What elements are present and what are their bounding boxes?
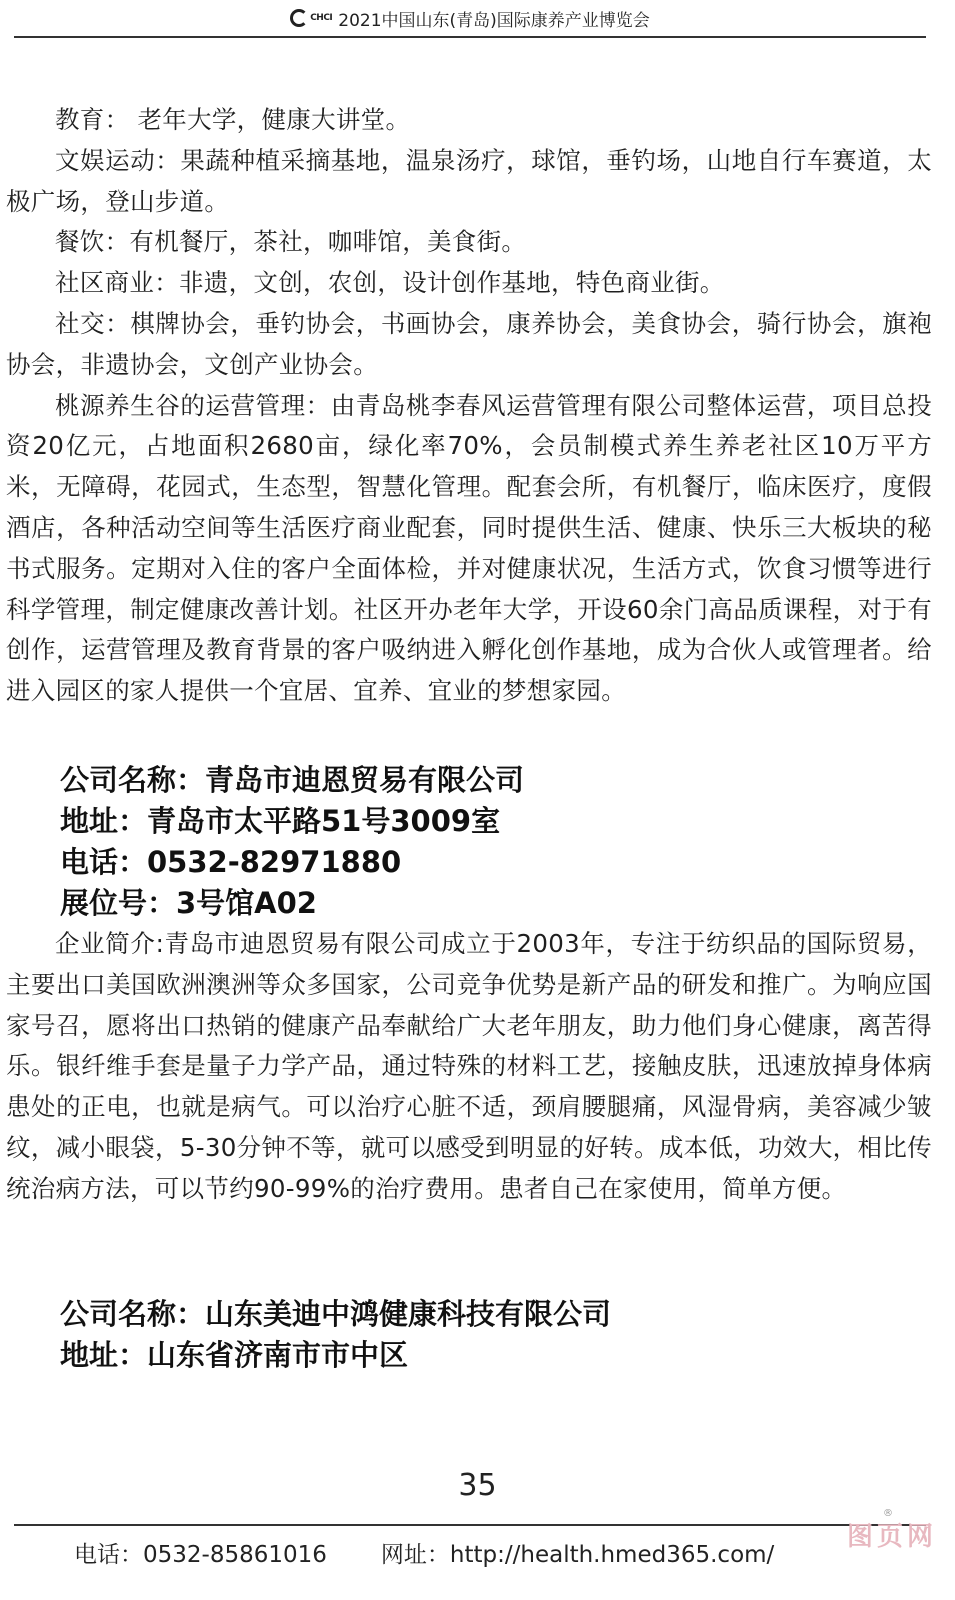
company-address: 地址：山东省济南市市中区 (60, 1337, 409, 1372)
page-header (14, 0, 926, 38)
company-phone: 电话：0532-82971880 (60, 844, 402, 879)
footer-divider (14, 1524, 926, 1526)
company-name: 公司名称：青岛市迪恩贸易有限公司 (60, 762, 525, 797)
header-title: 2021中国山东(青岛)国际康养产业博览会 (338, 10, 650, 31)
company-block-1 (6, 760, 932, 1210)
company-block-2 (6, 1294, 932, 1376)
company-address: 地址：青岛市太平路51号3009室 (60, 803, 501, 838)
logo-text: CHCI (310, 12, 333, 23)
main-content (6, 100, 932, 1376)
page-footer (74, 1536, 934, 1569)
swirl-icon (290, 9, 308, 27)
paragraph-social: 社交：棋牌协会，垂钓协会，书画协会，康养协会，美食协会，骑行协会，旗袍协会，非遗协会，文创产业协会。 (6, 308, 932, 379)
paragraph-education: 教育： 老年大学，健康大讲堂。 (55, 105, 411, 134)
paragraph-operations: 桃源养生谷的运营管理：由青岛桃李春风运营管理有限公司整体运营，项目总投资20亿元，占地面积2680亩，绿化率70%，会员制模式养生养老社区10万平方米，无障碍，花园式，生态型，智慧化管理。配套会所，有机餐厅，临床医疗，度假酒店，各种活动空间等生活医疗商业配套，同时提供生活、健康、快乐三大板块的秘书式服务。定期对入住的客户全面体检，并对健康状况，生活方式，饮食习惯等进行科学管理，制定健康改善计划。社区开办老年大学，开设60余门高品质课程，对于有创作，运营管理及教育背景的客户吸纳进入孵化创作基地，成为合伙人或管理者。给进入园区的家人提供一个宜居、宜养、宜业的梦想家园。 (6, 390, 932, 706)
company-booth: 展位号：3号馆A02 (60, 885, 317, 920)
registered-mark: ® (883, 1508, 893, 1519)
watermark-logo: 图页网 (846, 1522, 937, 1552)
company-name: 公司名称：山东美迪中鸿健康科技有限公司 (60, 1296, 612, 1331)
company-intro: 企业简介:青岛市迪恩贸易有限公司成立于2003年，专注于纺织品的国际贸易，主要出口美国欧洲澳洲等众多国家，公司竞争优势是新产品的研发和推广。为响应国家号召，愿将出口热销的健康产品奉献给广大老年朋友，助力他们身心健康，离苦得乐。银纤维手套是量子力学产品，通过特殊的材料工艺，接触皮肤，迅速放掉身体病患处的正电，也就是病气。可以治疗心脏不适，颈肩腰腿痛，风湿骨病，美容减少皱纹，减小眼袋，5-30分钟不等，就可以感受到明显的好转。成本低，功效大，相比传统治病方法，可以节约90-99%的治疗费用。患者自己在家使用，简单方便。 (6, 928, 932, 1203)
chci-logo (290, 9, 332, 27)
spacer (6, 712, 932, 760)
footer-phone: 电话：0532-85861016 (74, 1542, 327, 1568)
paragraph-recreation: 文娱运动：果蔬种植采摘基地，温泉汤疗，球馆，垂钓场，山地自行车赛道，太极广场，登山步道。 (6, 145, 932, 216)
page-number: 35 (458, 1468, 497, 1503)
paragraph-commerce: 社区商业：非遗，文创，农创，设计创作基地，特色商业街。 (55, 268, 725, 298)
spacer (6, 1210, 932, 1294)
footer-website[interactable]: 网址：http://health.hmed365.com/ (380, 1542, 775, 1568)
paragraph-dining: 餐饮：有机餐厅，茶社，咖啡馆，美食街。 (55, 227, 527, 257)
